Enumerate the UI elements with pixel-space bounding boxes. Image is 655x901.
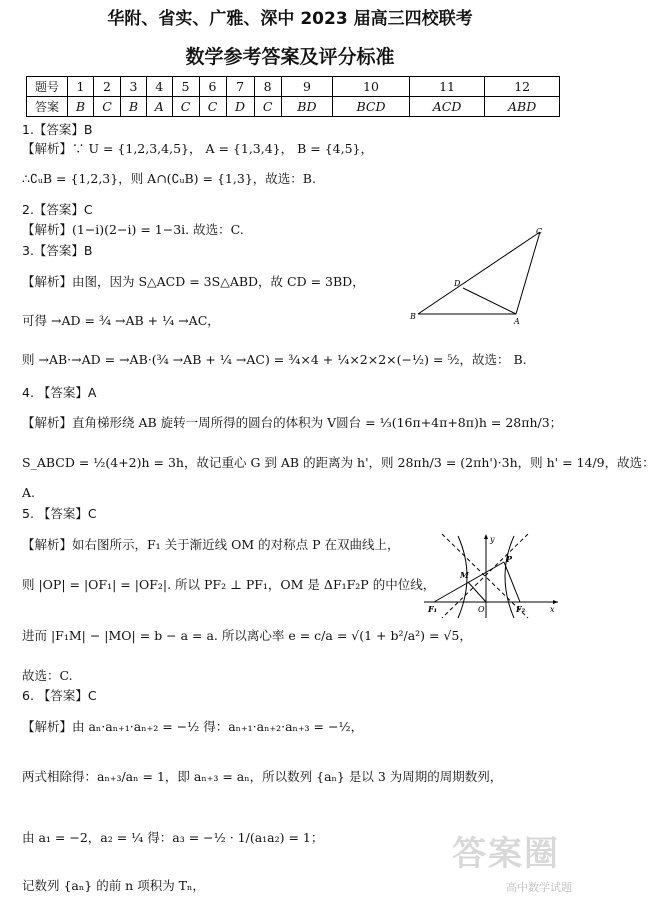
- q4-answer: 4. 【答案】A: [22, 385, 97, 400]
- q4-solution-line-3: A.: [22, 485, 36, 500]
- question-number: 4: [146, 77, 172, 97]
- label-a: A: [514, 317, 520, 326]
- question-number: 12: [485, 77, 560, 97]
- y-axis-arrow: [484, 534, 488, 539]
- q3-solution-line-2: 可得 →AD = ³⁄₄ →AB + ¼ →AC，: [22, 313, 220, 328]
- q5-solution-line-3: 进而 |F₁M| − |MO| = b − a = a. 所以离心率 e = c/a = √(1 + b²/a²) = √5，: [22, 628, 472, 643]
- answer-cell: C: [199, 97, 226, 117]
- edge-cb: [418, 232, 540, 314]
- question-number: 6: [199, 77, 226, 97]
- answer-cell: ABD: [485, 97, 560, 117]
- label-f2: F₂: [516, 604, 526, 614]
- q3-solution-line-3: 则 →AB·→AD = →AB·(³⁄₄ →AB + ¼ →AC) = ³⁄₄×4 + ¼×2×2×(−½) = ⁵⁄₂，故选： B.: [22, 352, 527, 367]
- edge-ac: [516, 232, 540, 314]
- q5-solution-line-2: 则 |OP| = |OF₁| = |OF₂|. 所以 PF₂ ⊥ PF₁，OM 是 ΔF₁F₂P 的中位线，: [22, 577, 436, 592]
- answer-cell: D: [226, 97, 254, 117]
- watermark-logo: 答案圈: [452, 834, 560, 874]
- question-number: 1: [68, 77, 94, 97]
- question-number: 9: [281, 77, 333, 97]
- label-f1: F₁: [428, 604, 438, 614]
- q1-solution-line-2: ∴∁ᵤB = {1,2,3}，则 A∩(∁ᵤB) = {1,3}，故选：B.: [22, 171, 316, 186]
- label-c: C: [536, 227, 543, 236]
- row-label-answers: 答案: [27, 97, 68, 117]
- answer-cell: BCD: [333, 97, 410, 117]
- q3-solution-line-1: 【解析】由图，因为 S△ACD = 3S△ABD，故 CD = 3BD，: [22, 274, 365, 289]
- segment-om: [468, 582, 486, 602]
- question-number: 11: [409, 77, 485, 97]
- document-subtitle: 数学参考答案及评分标准: [185, 46, 395, 68]
- question-number: 10: [333, 77, 410, 97]
- label-b: B: [410, 312, 416, 321]
- label-y: y: [490, 535, 495, 544]
- question-number: 3: [120, 77, 146, 97]
- answer-cell: BD: [281, 97, 333, 117]
- q6-solution-line-1: 【解析】由 aₙ·aₙ₊₁·aₙ₊₂ = −½ 得：aₙ₊₁·aₙ₊₂·aₙ₊₃ = −½，: [22, 719, 364, 734]
- triangle-figure: [408, 226, 558, 324]
- q5-solution-line-4: 故选：C.: [22, 668, 73, 683]
- q3-answer: 3.【答案】B: [22, 243, 93, 258]
- q6-answer: 6. 【答案】C: [22, 688, 97, 703]
- q5-answer: 5. 【答案】C: [22, 506, 97, 521]
- question-number: 2: [93, 77, 120, 97]
- answer-cell: ACD: [409, 97, 485, 117]
- answer-cell: C: [93, 97, 120, 117]
- q4-solution-line-1: 【解析】直角梯形绕 AB 旋转一周所得的圆台的体积为 V圆台 = ⅓(16π+4π+8π)h = 28πh/3；: [22, 415, 563, 430]
- x-axis-arrow: [553, 600, 558, 604]
- q2-answer: 2.【答案】C: [22, 202, 93, 217]
- watermark-text: 高中数学试题: [506, 881, 572, 894]
- q6-solution-line-3: 由 a₁ = −2，a₂ = ¼ 得：a₃ = −½ · 1/(a₁a₂) = 1；: [22, 830, 324, 845]
- edge-da: [463, 288, 516, 314]
- q6-solution-line-4: 记数列 {aₙ} 的前 n 项积为 Tₙ，: [22, 878, 205, 893]
- row-label-numbers: 题号: [27, 77, 68, 97]
- answer-cell: B: [120, 97, 146, 117]
- document-title: 华附、省实、广雅、深中 2023 届高三四校联考: [107, 9, 473, 29]
- answer-table: [26, 76, 560, 117]
- answer-cell: C: [254, 97, 281, 117]
- q1-solution-line-1: 【解析】∵ U = {1,2,3,4,5}， A = {1,3,4}， B = {4,5}，: [22, 141, 373, 156]
- segment-f1p: [434, 562, 504, 602]
- question-number: 5: [172, 77, 199, 97]
- label-o: O: [478, 605, 485, 614]
- answer-cell: C: [172, 97, 199, 117]
- q2-solution-line-1: 【解析】(1−i)(2−i) = 1−3i. 故选：C.: [22, 222, 244, 237]
- q4-solution-line-2: S_ABCD = ½(4+2)h = 3h，故记重心 G 到 AB 的距离为 h'，则 28πh/3 = (2πh')·3h，则 h' = 14/9，故选：: [22, 455, 655, 470]
- segment-pf2: [504, 562, 520, 602]
- hyperbola-figure: [420, 532, 560, 620]
- label-x: x: [550, 605, 555, 614]
- answer-cell: A: [146, 97, 172, 117]
- label-m: M: [460, 570, 469, 580]
- answer-cell: B: [68, 97, 94, 117]
- question-number: 8: [254, 77, 281, 97]
- answer-table-number-row: [27, 77, 560, 97]
- q5-solution-line-1: 【解析】如右图所示，F₁ 关于渐近线 OM 的对称点 P 在双曲线上，: [22, 537, 400, 552]
- q1-answer: 1.【答案】B: [22, 122, 93, 137]
- q6-solution-line-2: 两式相除得：aₙ₊₃/aₙ = 1，即 aₙ₊₃ = aₙ，所以数列 {aₙ} 是以 3 为周期的周期数列，: [22, 769, 503, 784]
- label-d: D: [454, 279, 461, 288]
- answer-table-answer-row: [27, 97, 560, 117]
- label-p: P: [506, 554, 513, 564]
- question-number: 7: [226, 77, 254, 97]
